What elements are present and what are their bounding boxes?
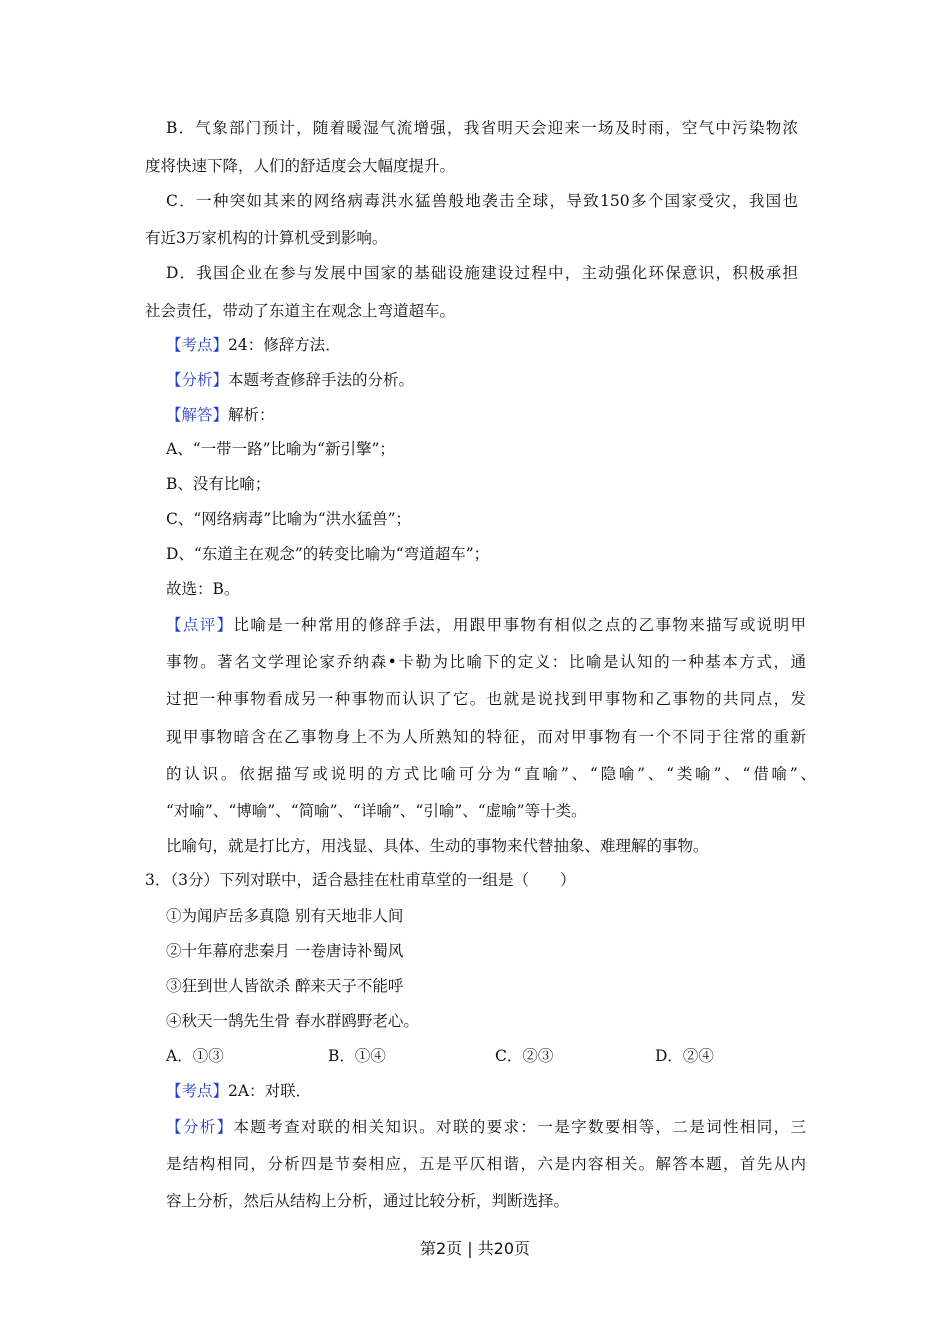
option-c-line1: C．一种突如其来的网络病毒洪水猛兽般地袭击全球，导致150多个国家受灾，我国也 (166, 192, 798, 210)
fenxi-tag: 【分析】 (166, 1118, 234, 1136)
page-footer: 第2页 | 共20页 (419, 1239, 531, 1258)
option-b-line2: 度将快速下降，人们的舒适度会大幅度提升。 (145, 157, 456, 175)
dianping-line: 事物。著名文学理论家乔纳森•卡勒为比喻下的定义：比喻是认知的一种基本方式，通 (166, 653, 806, 671)
dianping-line: 比喻句，就是打比方，用浅显、具体、生动的事物来代替抽象、难理解的事物。 (166, 837, 709, 855)
couplet: ③狂到世人皆欲杀 醉来天子不能呼 (166, 977, 404, 995)
dianping-line: 过把一种事物看成另一种事物而认识了它。也就是说找到甲事物和乙事物的共同点，发 (166, 690, 806, 708)
option-b-line1: B．气象部门预计，随着暖湿气流增强，我省明天会迎来一场及时雨，空气中污染物浓 (166, 119, 798, 137)
analysis-item: A、“一带一路”比喻为“新引擎”； (166, 440, 395, 458)
kaodian (166, 335, 341, 355)
fenxi-tag: 【分析】 (166, 371, 229, 389)
dianping-text: 比喻是一种常用的修辞手法，用跟甲事物有相似之点的乙事物来描写或说明甲 (233, 616, 806, 634)
kaodian-tag: 【考点】 (166, 1082, 229, 1100)
choice-c: C．②③ (495, 1047, 554, 1065)
q3-kaodian (166, 1081, 311, 1101)
q3-fenxi-line: 容上分析，然后从结构上分析，通过比较分析，判断选择。 (166, 1192, 570, 1210)
couplet: ①为闻庐岳多真隐 别有天地非人间 (166, 907, 404, 925)
dianping-line (166, 615, 806, 635)
analysis-item: C、“网络病毒”比喻为“洪水猛兽”； (166, 510, 412, 528)
choice-d: D．②④ (655, 1047, 714, 1065)
couplet: ②十年幕府悲秦月 一卷唐诗补蜀风 (166, 942, 404, 960)
analysis-item: B、没有比喻； (166, 475, 271, 493)
kaodian-text: 24：修辞方法． (228, 336, 341, 354)
choice-a: A．①③ (166, 1047, 224, 1065)
dianping-line: 现甲事物暗含在乙事物身上不为人所熟知的特征，而对甲事物有一个不同于往常的重新 (166, 728, 806, 746)
q3-fenxi-line (166, 1117, 806, 1137)
fenxi-text: 本题考查对联的相关知识。对联的要求：一是字数要相等，二是词性相同，三 (233, 1118, 806, 1136)
question-3-stem: 3．（3分）下列对联中，适合悬挂在杜甫草堂的一组是（ ） (145, 871, 576, 889)
answer-choice: 故选：B。 (166, 580, 240, 598)
option-d-line1: D．我国企业在参与发展中国家的基础设施建设过程中，主动强化环保意识，积极承担 (166, 264, 798, 282)
analysis-item: D、“东道主在观念”的转变比喻为“弯道超车”； (166, 545, 490, 563)
q3-fenxi-line: 是结构相同，分析四是节奏相应，五是平仄相谐，六是内容相关。解答本题，首先从内 (166, 1155, 806, 1173)
dianping-line: 的认识。依据描写或说明的方式比喻可分为“直喻”、“隐喻”、“类喻”、“借喻”、 (166, 765, 816, 783)
option-c-line2: 有近3万家机构的计算机受到影响。 (145, 229, 388, 247)
jieda-text: 解析： (228, 406, 275, 424)
kaodian-text: 2A：对联． (228, 1082, 312, 1100)
kaodian-tag: 【考点】 (166, 336, 229, 354)
dianping-line: “对喻”、“博喻”、“简喻”、“详喻”、“引喻”、“虚喻”等十类。 (166, 802, 587, 820)
jieda (166, 405, 275, 425)
fenxi (166, 370, 414, 390)
dianping-tag: 【点评】 (166, 616, 234, 634)
fenxi-text: 本题考查修辞手法的分析。 (228, 371, 415, 389)
choice-b: B．①④ (328, 1047, 386, 1065)
couplet: ④秋天一鹄先生骨 春水群鸥野老心。 (166, 1012, 419, 1030)
jieda-tag: 【解答】 (166, 406, 229, 424)
option-d-line2: 社会责任，带动了东道主在观念上弯道超车。 (145, 302, 456, 320)
